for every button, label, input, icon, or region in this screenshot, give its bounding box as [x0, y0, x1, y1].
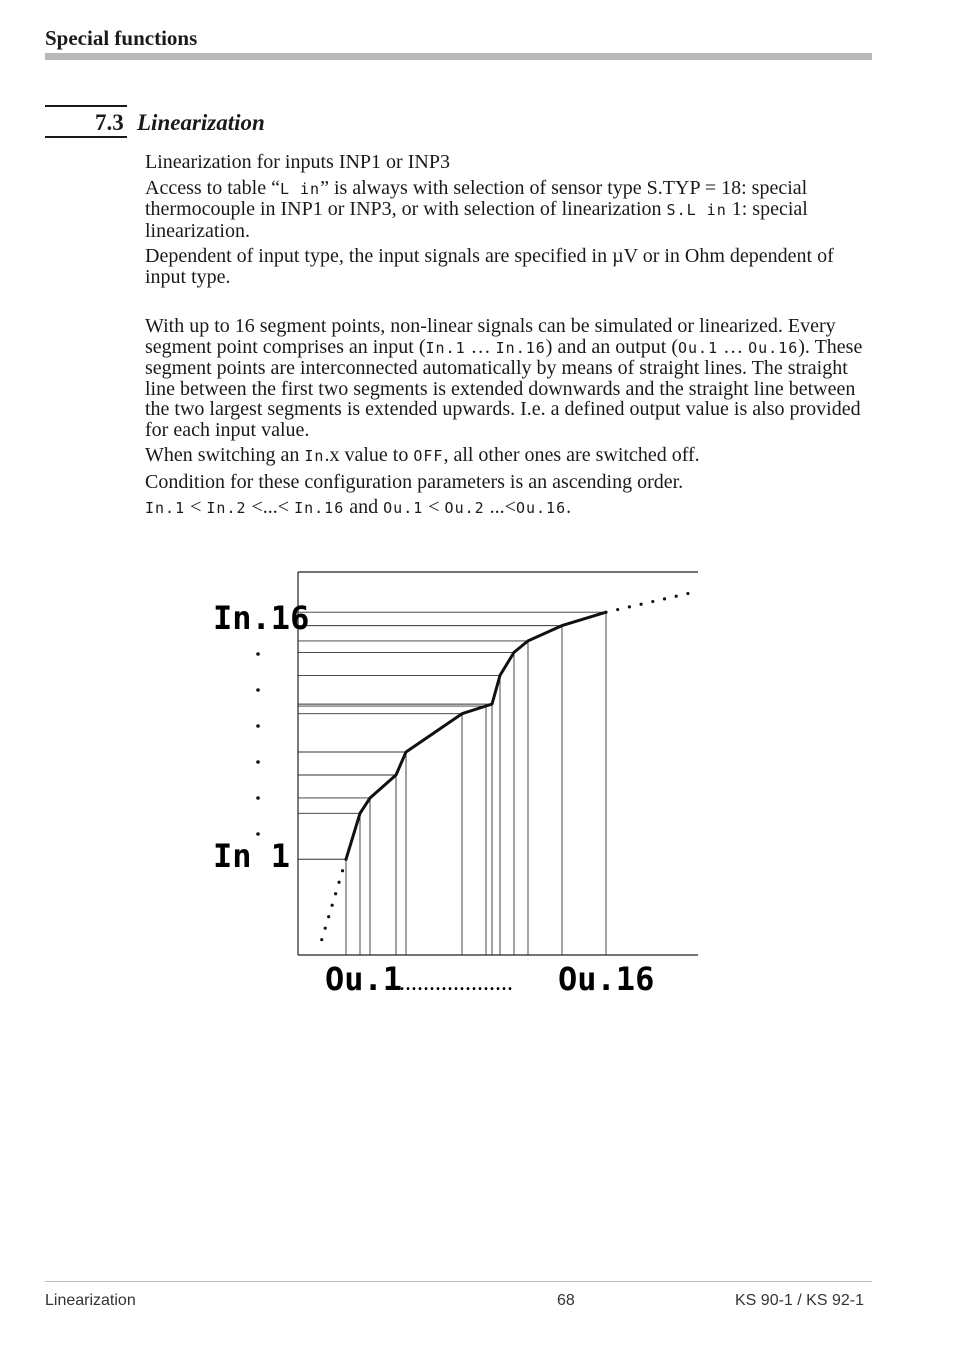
chart-labels	[213, 599, 654, 998]
footer-page-number: 68	[557, 1292, 575, 1309]
code-in1: In.1	[425, 338, 466, 357]
text: 1: special linearization.	[145, 198, 808, 242]
x-label-ou16: Ou.16	[558, 960, 655, 998]
text: , all other ones are switched off.	[443, 444, 700, 466]
footer-product: KS 90-1 / KS 92-1	[735, 1292, 864, 1309]
paragraph-inputs: Linearization for inputs INP1 or INP3	[145, 151, 450, 173]
text: …	[465, 335, 496, 358]
x-label-ou1: Ou.1	[325, 960, 403, 998]
segment-line	[346, 612, 606, 859]
x-label-dots: .....................	[387, 970, 513, 996]
code-in2: In.2	[206, 499, 247, 517]
text: .x value to	[324, 444, 414, 466]
text: ) and an output (	[545, 335, 678, 358]
code-ou1: Ou.1	[383, 499, 424, 517]
code-ou16: Ou.16	[748, 338, 799, 357]
text: .	[566, 496, 572, 518]
paragraph-condition: Condition for these configuration parameters is an ascending order.	[145, 470, 684, 493]
ellipsis-dot	[256, 832, 260, 836]
text: When switching an	[145, 444, 305, 466]
code-in1: In.1	[145, 499, 186, 517]
y-label-in1: In 1	[213, 837, 291, 875]
footer-rule	[45, 1281, 872, 1282]
text: <...<	[246, 496, 295, 518]
footer-section: Linearization	[45, 1292, 136, 1309]
text: <	[185, 496, 207, 518]
code-ou2: Ou.2	[444, 499, 485, 517]
segment-curve	[320, 593, 690, 945]
code-ou1: Ou.1	[677, 338, 719, 357]
ellipsis-dot	[256, 796, 260, 800]
section-title: Linearization	[137, 110, 265, 135]
code-slin: S.L in	[666, 201, 727, 219]
running-header: Special functions	[45, 26, 198, 50]
text: ). These segment points are interconnected automatically by means of straight lines. The straight line between the first two segments is extended downwards and the straight line between the two largest segments is extended upwards. I.e. a defined output value is also provided for each input value.	[145, 335, 863, 441]
ellipsis-dot	[256, 760, 260, 764]
ellipsis-dot	[256, 652, 260, 656]
code-in16: In.16	[294, 499, 345, 517]
chart-frame	[298, 572, 698, 955]
y-label-in16: In.16	[213, 599, 310, 637]
code-in16: In.16	[495, 338, 546, 357]
text: Access to table “	[145, 176, 280, 199]
section-number: 7.3	[95, 110, 124, 135]
text: ...<	[484, 496, 516, 518]
ellipsis-dot	[256, 688, 260, 692]
y-axis-ellipsis	[256, 652, 260, 836]
text: With up to 16 segment points, non-linear signals can be simulated or linearized. Every segment point comprises an input (	[145, 315, 836, 358]
segment-guides	[298, 612, 606, 955]
code-off: OFF	[413, 447, 444, 465]
text: and	[344, 496, 384, 518]
ellipsis-dot	[256, 724, 260, 728]
paragraph-units: Dependent of input type, the input signals are specified in µV or in Ohm dependent of input type.	[145, 245, 834, 288]
code-lin: L in	[279, 179, 321, 198]
lower-extension	[320, 859, 346, 945]
text: <	[423, 496, 445, 518]
upper-extension	[606, 593, 690, 612]
text: ” is always with selection of sensor type S.TYP = 18: special thermocouple in INP1 or INP3, or with selection of linearization	[145, 176, 808, 220]
text: …	[718, 335, 749, 358]
code-in: In	[304, 447, 325, 465]
code-ou16: Ou.16	[515, 499, 567, 517]
